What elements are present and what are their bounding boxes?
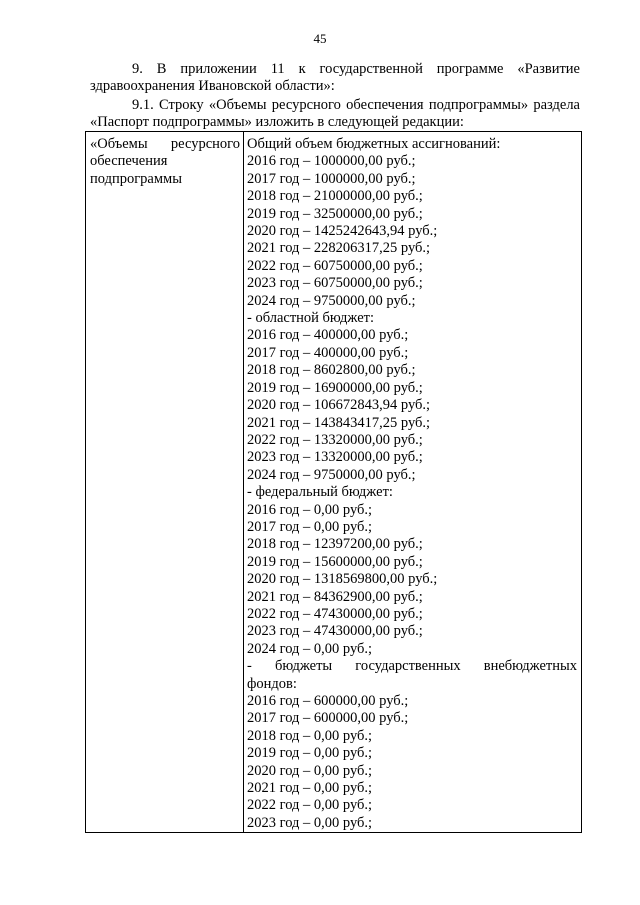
value-line: 2017 год – 1000000,00 руб.; [247,170,416,187]
value-line: 2021 год – 143843417,25 руб.; [247,414,431,431]
column-divider [243,132,244,832]
value-line: 2020 год – 0,00 руб.; [247,762,373,779]
value-line: фондов: [247,675,297,692]
value-line: 2017 год – 400000,00 руб.; [247,344,409,361]
value-line: 2016 год – 1000000,00 руб.; [247,153,416,170]
paragraph-text: 9. В приложении 11 к государственной программе «Развитие здравоохранения Ивановской области»: [90,61,580,94]
value-line: 2023 год – 13320000,00 руб.; [247,449,423,466]
value-word: - [247,658,252,675]
value-line: 2018 год – 21000000,00 руб.; [247,188,423,205]
value-line: 2016 год – 600000,00 руб.; [247,693,409,709]
value-line: 2020 год – 1318569800,00 руб.; [247,571,438,588]
value-line-funds [247,658,577,675]
value-line: 2021 год – 228206317,25 руб.; [247,240,431,257]
value-line: 2016 год – 400000,00 руб.; [247,327,409,344]
value-word: бюджеты [274,658,333,675]
value-line: 2022 год – 47430000,00 руб.; [247,605,423,622]
value-line: 2024 год – 9750000,00 руб.; [247,466,416,483]
value-line: 2022 год – 13320000,00 руб.; [247,431,423,448]
value-line: 2019 год – 0,00 руб.; [247,745,373,762]
value-line: 2018 год – 8602800,00 руб.; [247,362,416,379]
table-value-cell [247,136,577,832]
value-line: 2021 год – 84362900,00 руб.; [247,588,423,605]
value-line: 2020 год – 1425242643,94 руб.; [247,223,438,240]
value-line: 2022 год – 0,00 руб.; [247,797,373,814]
value-line: 2019 год – 32500000,00 руб.; [247,205,423,222]
value-line: 2023 год – 60750000,00 руб.; [247,275,423,292]
label-word: ресурсного [170,136,240,152]
value-line: 2021 год – 0,00 руб.; [247,780,373,797]
paragraph-text: 9.1. Строку «Объемы ресурсного обеспечения подпрограммы» раздела «Паспорт подпрограммы» изложить в следующей редакции: [90,97,580,130]
value-line: 2017 год – 600000,00 руб.; [247,710,409,727]
value-word: государственных [355,658,461,675]
value-line: 2024 год – 0,00 руб.; [247,640,373,657]
value-line: 2018 год – 12397200,00 руб.; [247,536,423,553]
label-line: подпрограммы [90,170,182,187]
label-line: обеспечения [90,153,168,170]
value-line: 2023 год – 47430000,00 руб.; [247,623,423,640]
value-line: - федеральный бюджет: [247,484,393,501]
value-line: - областной бюджет: [247,310,375,327]
value-line: 2019 год – 16900000,00 руб.; [247,379,423,396]
passport-table [85,131,582,833]
label-word: «Объемы [90,136,148,152]
value-word: внебюджетных [483,658,577,675]
label-line [90,136,240,153]
table-label-cell [90,136,240,188]
page-number: 45 [313,31,327,46]
value-line: Общий объем бюджетных ассигнований: [247,136,501,152]
value-line: 2019 год – 15600000,00 руб.; [247,553,423,570]
value-line: 2024 год – 9750000,00 руб.; [247,292,416,309]
paragraph-item-9 [90,61,580,95]
value-line: 2018 год – 0,00 руб.; [247,727,373,744]
value-line: 2017 год – 0,00 руб.; [247,518,373,535]
paragraph-item-9-1 [90,97,580,131]
value-line: 2016 год – 0,00 руб.; [247,501,373,518]
value-line: 2020 год – 106672843,94 руб.; [247,397,431,414]
value-line: 2022 год – 60750000,00 руб.; [247,257,423,274]
value-line: 2023 год – 0,00 руб.; [247,814,373,831]
